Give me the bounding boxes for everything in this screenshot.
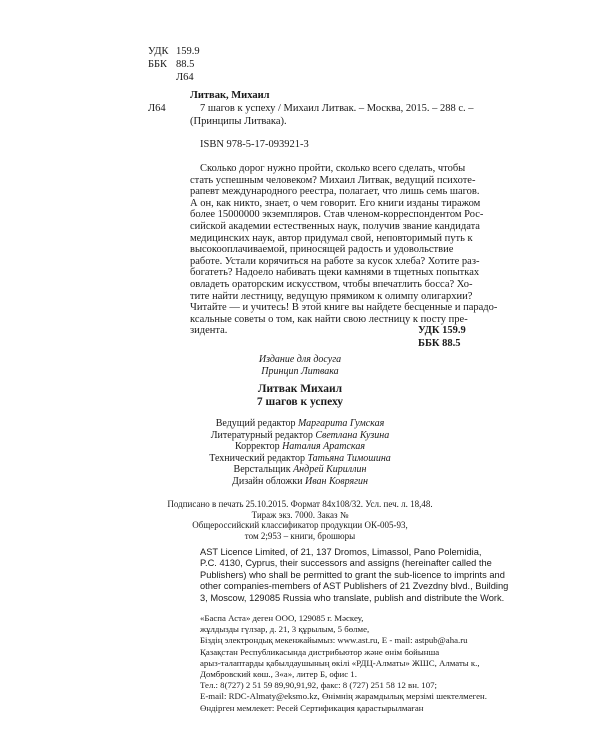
summary-line: медицинских наук, автор придумал свой, неповторимый путь к	[190, 232, 473, 244]
summary-line: более 15000000 экземпляров. Став членом-корреспондентом Рос-	[190, 209, 484, 221]
credit-name: Татьяна Тимошина	[307, 452, 391, 464]
classification-codes	[148, 45, 208, 85]
staff-credits	[0, 418, 600, 487]
bbk-value: 88.5	[176, 59, 195, 70]
isbn: ISBN 978-5-17-093921-3	[200, 139, 309, 150]
bbk-right: ББК 88.5	[418, 338, 461, 349]
biblio-description-line1: 7 шагов к успеху / Михаил Литвак. – Москва, 2015. – 288 с. –	[200, 103, 474, 114]
credit-name: Светлана Кузина	[315, 429, 390, 441]
credit-line	[0, 464, 600, 476]
summary-line: А он, как никто, знает, о чем говорит. Его книги изданы тиражом	[190, 197, 481, 209]
distributor-line: Біздің электрондық мекенжайымыз: www.ast.ru, E - mail: astpub@aha.ru	[200, 635, 468, 646]
print-info-line: Тираж экз. 7000. Заказ №	[251, 509, 349, 520]
print-info	[0, 499, 600, 541]
distributor-line: «Баспа Аста» деген ООО, 129085 г. Мәскеу,	[200, 613, 364, 623]
summary-line: овладеть ораторским искусством, чтобы впечатлить босса? Хо-	[190, 278, 473, 290]
credit-role: Дизайн обложки	[232, 475, 303, 487]
distributor-line: жұлдызды гүлзар, д. 21, 3 құрылым, 5 бөлме,	[200, 624, 370, 635]
udk-value: 159.9	[176, 46, 200, 57]
distributor-line: арыз-талаптарды қабылдаушының өкілі «РДЦ-Алматы» ЖШС, Алматы к.,	[200, 657, 480, 668]
biblio-margin-code: Л64	[148, 103, 166, 114]
credit-role: Ведущий редактор	[215, 418, 296, 429]
print-info-line: том 2;953 – книги, брошюры	[244, 530, 356, 541]
edition-note-leisure: Издание для досуга	[258, 354, 342, 365]
biblio-description-line2: (Принципы Литвака).	[190, 116, 287, 127]
summary-line: ксальные советы о том, как найти свою лестницу к посту пре-	[190, 313, 468, 325]
credit-role: Корректор	[235, 441, 280, 452]
licence-notice	[200, 547, 508, 604]
distributor-line: E-mail: RDC-Almaty@eksmo.kz, Өнімнің жарамдылық мерзімі шектелмеген.	[200, 691, 487, 702]
distributor-info	[200, 613, 487, 714]
credit-name: Андрей Кириллин	[293, 464, 367, 475]
print-info-line: Общероссийский классификатор продукции ОК-005-93,	[192, 520, 408, 530]
credit-role: Технический редактор	[209, 452, 305, 464]
credit-name: Наталия Аратская	[282, 441, 365, 452]
edition-note-series: Принцип Литвака	[261, 366, 339, 377]
licence-line: AST Licence Limited, of 21, 137 Dromos, Limassol, Pano Polemidia,	[200, 547, 482, 557]
licence-line: other companies-members of AST Publishers of 21 Zvezdny blvd., Building	[200, 581, 509, 592]
credit-line	[0, 453, 600, 465]
edition-author: Литвак Михаил	[257, 383, 343, 395]
credit-role: Верстальщик	[233, 464, 291, 475]
bbk-label: ББК	[148, 59, 168, 70]
distributor-line: Тел.: 8(727) 2 51 59 89,90,91,92, факс: 8 (727) 251 58 12 вн. 107;	[200, 680, 437, 691]
summary-line: Читайте — и учитесь! В этой книге вы найдете бесценные и парадо-	[190, 302, 498, 314]
credit-name: Маргарита Гумская	[297, 418, 385, 429]
licence-line: P.C. 4130, Cyprus, their successors and assigns (hereinafter called the	[200, 558, 492, 569]
udk-label: УДК	[148, 46, 169, 57]
summary-line: работе. Устали корячиться на работе за кусок хлеба? Хотите раз-	[190, 255, 480, 267]
summary-line: рапевт международного реестра, полагает, что лишь семь шагов.	[190, 186, 480, 198]
credit-line	[0, 430, 600, 442]
cutter-code: Л64	[176, 72, 194, 83]
distributor-line: Домбровский көш., 3«а», литер Б, офис 1.	[200, 669, 357, 680]
credit-role: Литературный редактор	[210, 429, 313, 441]
credit-line	[0, 476, 600, 488]
summary-line: тите найти лестницу, ведущую прямиком к олимпу олигархии?	[190, 290, 473, 302]
summary-line: богатеть? Надоело набивать щеки камнями в тщетных попытках	[190, 267, 480, 279]
credit-line	[0, 441, 600, 453]
book-summary	[190, 163, 497, 337]
biblio-author: Литвак, Михаил	[190, 90, 270, 101]
udk-right: УДК 159.9	[418, 325, 466, 336]
licence-line: 3, Moscow, 129085 Russia who translate, publish and distribute the Work.	[200, 592, 505, 603]
credit-line	[0, 418, 600, 430]
licence-line: Publishers) who shall be permitted to grant the sub-licence to imprints and	[200, 569, 505, 580]
summary-line: стать успешным человеком? Михаил Литвак, ведущий психоте-	[190, 174, 476, 186]
summary-line: Сколько дорог нужно пройти, сколько всего сделать, чтобы	[200, 163, 466, 174]
credit-name: Иван Коврягин	[305, 475, 368, 487]
summary-line: сийской академии естественных наук, получив звание кандидата	[190, 220, 480, 232]
summary-line: зидента.	[190, 325, 228, 337]
print-info-line: Подписано в печать 25.10.2015. Формат 84х108/32. Усл. печ. л. 18,48.	[167, 499, 433, 509]
distributor-line: Қазақстан Республикасында дистрибьютор және өнім бойынша	[200, 646, 440, 657]
edition-title: 7 шагов к успеху	[256, 396, 344, 408]
summary-line: высокооплачиваемой, приносящей радость и удовольствие	[190, 244, 454, 256]
distributor-line: Өндірген мемлекет: Ресей Сертификация қарастырылмаған	[200, 702, 424, 713]
